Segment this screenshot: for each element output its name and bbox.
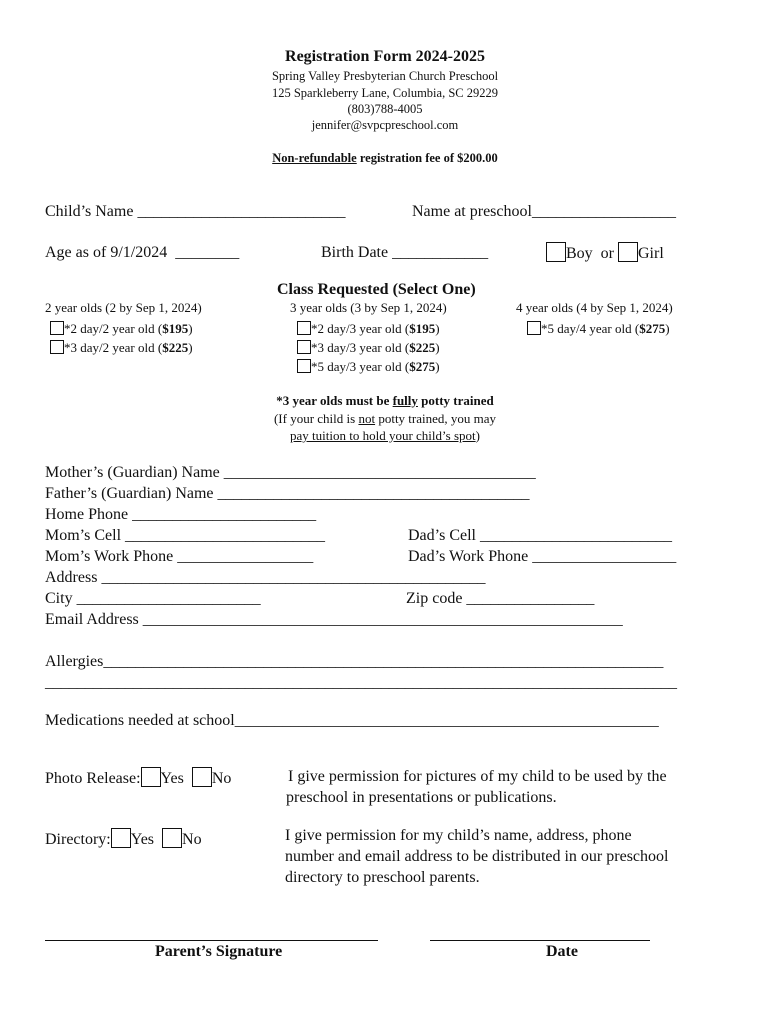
option-checkbox[interactable]	[297, 359, 311, 373]
directory-label: Directory:	[45, 831, 111, 848]
photo-permission-text1: I give permission for pictures of my child to be used by the	[288, 768, 667, 785]
moms-cell-field[interactable]: Mom’s Cell _________________________	[45, 527, 326, 544]
zip-code-field[interactable]: Zip code ________________	[406, 590, 595, 607]
age-field[interactable]	[45, 244, 239, 262]
option-price: $195	[409, 321, 436, 336]
column-header-4yr: 4 year olds (4 by Sep 1, 2024)	[516, 300, 673, 315]
girl-checkbox[interactable]	[618, 242, 638, 262]
home-phone-field[interactable]: Home Phone _______________________	[45, 506, 317, 523]
directory	[45, 828, 202, 849]
mother-name-field[interactable]: Mother’s (Guardian) Name _______________________________________	[45, 464, 536, 481]
form-title: Registration Form 2024-2025	[285, 48, 485, 65]
photo-release	[45, 767, 231, 788]
date-label: Date	[546, 943, 578, 960]
email-field[interactable]: Email Address ____________________________________________________________	[45, 611, 623, 628]
photo-yes-label: Yes	[160, 770, 184, 787]
option-suffix: )	[188, 340, 193, 355]
potty-text: potty trained	[417, 393, 494, 408]
option-prefix: *3 day/3 year old (	[311, 340, 410, 355]
directory-permission-text3: directory to preschool parents.	[285, 869, 480, 886]
age-line: ________	[175, 244, 240, 261]
directory-permission-text1: I give permission for my child’s name, address, phone	[285, 827, 632, 844]
class-heading: Class Requested (Select One)	[277, 281, 476, 298]
potty-note-line3	[0, 428, 770, 444]
photo-no-checkbox[interactable]	[192, 767, 212, 787]
potty-emphasis: not	[358, 411, 376, 426]
option-suffix: )	[188, 321, 193, 336]
option-price: $275	[409, 359, 436, 374]
fee-rest: registration fee of $200.00	[356, 151, 498, 165]
option-price: $225	[162, 340, 189, 355]
allergies-field[interactable]: Allergies______________________________________________________________________	[45, 653, 664, 670]
option-prefix: *3 day/2 year old (	[64, 340, 163, 355]
option-price: $275	[639, 321, 666, 336]
directory-yes-checkbox[interactable]	[111, 828, 131, 848]
option-price: $195	[162, 321, 189, 336]
column-header-3yr: 3 year olds (3 by Sep 1, 2024)	[290, 300, 447, 315]
preschool-name-label: Name at preschool	[412, 203, 532, 220]
option-price: $225	[409, 340, 436, 355]
option-checkbox[interactable]	[297, 321, 311, 335]
option-suffix: )	[435, 321, 440, 336]
option-3day-3yr[interactable]	[297, 340, 447, 356]
dads-work-phone-field[interactable]: Dad’s Work Phone __________________	[408, 548, 677, 565]
option-suffix: )	[435, 340, 440, 355]
option-3day-2yr[interactable]	[50, 340, 202, 356]
photo-release-label: Photo Release:	[45, 770, 141, 787]
org-email: jennifer@svpcpreschool.com	[311, 118, 459, 132]
option-2day-3yr[interactable]	[297, 321, 447, 337]
potty-emphasis: fully	[392, 393, 418, 408]
option-2day-2yr[interactable]	[50, 321, 202, 337]
age-label: Age as of 9/1/2024	[45, 244, 168, 261]
photo-permission-text2: preschool in presentations or publications.	[286, 789, 557, 806]
photo-yes-checkbox[interactable]	[141, 767, 161, 787]
address-field[interactable]: Address ________________________________________________	[45, 569, 486, 586]
potty-note-line1	[0, 393, 770, 409]
boy-label: Boy	[566, 245, 593, 262]
allergies-field-line2[interactable]: _______________________________________________________________________________	[45, 674, 677, 691]
potty-text: )	[475, 428, 480, 443]
parent-signature-label: Parent’s Signature	[155, 943, 283, 960]
preschool-name-line: __________________	[531, 203, 676, 220]
directory-no-label: No	[182, 831, 202, 848]
option-suffix: )	[665, 321, 670, 336]
father-name-field[interactable]: Father’s (Guardian) Name _______________________________________	[45, 485, 530, 502]
option-prefix: *5 day/3 year old (	[311, 359, 410, 374]
potty-note-line2	[0, 411, 770, 427]
potty-text: potty trained, you may	[375, 411, 497, 426]
dads-cell-field[interactable]: Dad’s Cell ________________________	[408, 527, 672, 544]
option-prefix: *5 day/4 year old (	[541, 321, 640, 336]
city-field[interactable]: City _______________________	[45, 590, 261, 607]
photo-no-label: No	[211, 770, 232, 787]
potty-emphasis: pay tuition to hold your child’s spot	[290, 428, 476, 443]
preschool-name-field[interactable]	[412, 203, 676, 221]
option-checkbox[interactable]	[297, 340, 311, 354]
birth-date-field[interactable]	[321, 244, 488, 262]
column-3yr	[290, 300, 447, 375]
column-4yr	[516, 300, 673, 337]
childs-name-line: __________________________	[137, 203, 346, 220]
option-suffix: )	[435, 359, 440, 374]
option-5day-3yr[interactable]	[297, 359, 447, 375]
org-phone: (803)788-4005	[347, 102, 423, 116]
org-name: Spring Valley Presbyterian Church Preschool	[271, 69, 499, 83]
fee-underlined: Non-refundable	[272, 151, 357, 165]
childs-name-field[interactable]	[45, 203, 345, 221]
org-address: 125 Sparkleberry Lane, Columbia, SC 29229	[271, 86, 498, 100]
potty-text: (If your child is	[273, 411, 359, 426]
birth-date-line: ____________	[392, 244, 489, 261]
girl-label: Girl	[638, 245, 664, 262]
option-prefix: *2 day/3 year old (	[311, 321, 410, 336]
option-prefix: *2 day/2 year old (	[64, 321, 163, 336]
date-line[interactable]	[430, 940, 650, 941]
column-header-2yr: 2 year olds (2 by Sep 1, 2024)	[45, 300, 202, 315]
birth-date-label: Birth Date	[321, 244, 389, 261]
directory-permission-text2: number and email address to be distributed in our preschool	[285, 848, 669, 865]
directory-no-checkbox[interactable]	[162, 828, 182, 848]
boy-checkbox[interactable]	[546, 242, 566, 262]
option-checkbox[interactable]	[50, 340, 64, 354]
potty-text: *3 year olds must be	[276, 393, 393, 408]
directory-yes-label: Yes	[130, 831, 155, 848]
or-label: or	[600, 245, 614, 262]
parent-signature-line[interactable]	[45, 940, 378, 941]
childs-name-label: Child’s Name	[45, 203, 134, 220]
moms-work-phone-field[interactable]: Mom’s Work Phone _________________	[45, 548, 314, 565]
option-5day-4yr[interactable]	[527, 321, 673, 337]
column-2yr	[45, 300, 202, 356]
gender-select	[546, 242, 664, 263]
option-checkbox[interactable]	[527, 321, 541, 335]
option-checkbox[interactable]	[50, 321, 64, 335]
medications-field[interactable]: Medications needed at school_____________________________________________________	[45, 712, 659, 729]
fee-note	[0, 151, 770, 166]
